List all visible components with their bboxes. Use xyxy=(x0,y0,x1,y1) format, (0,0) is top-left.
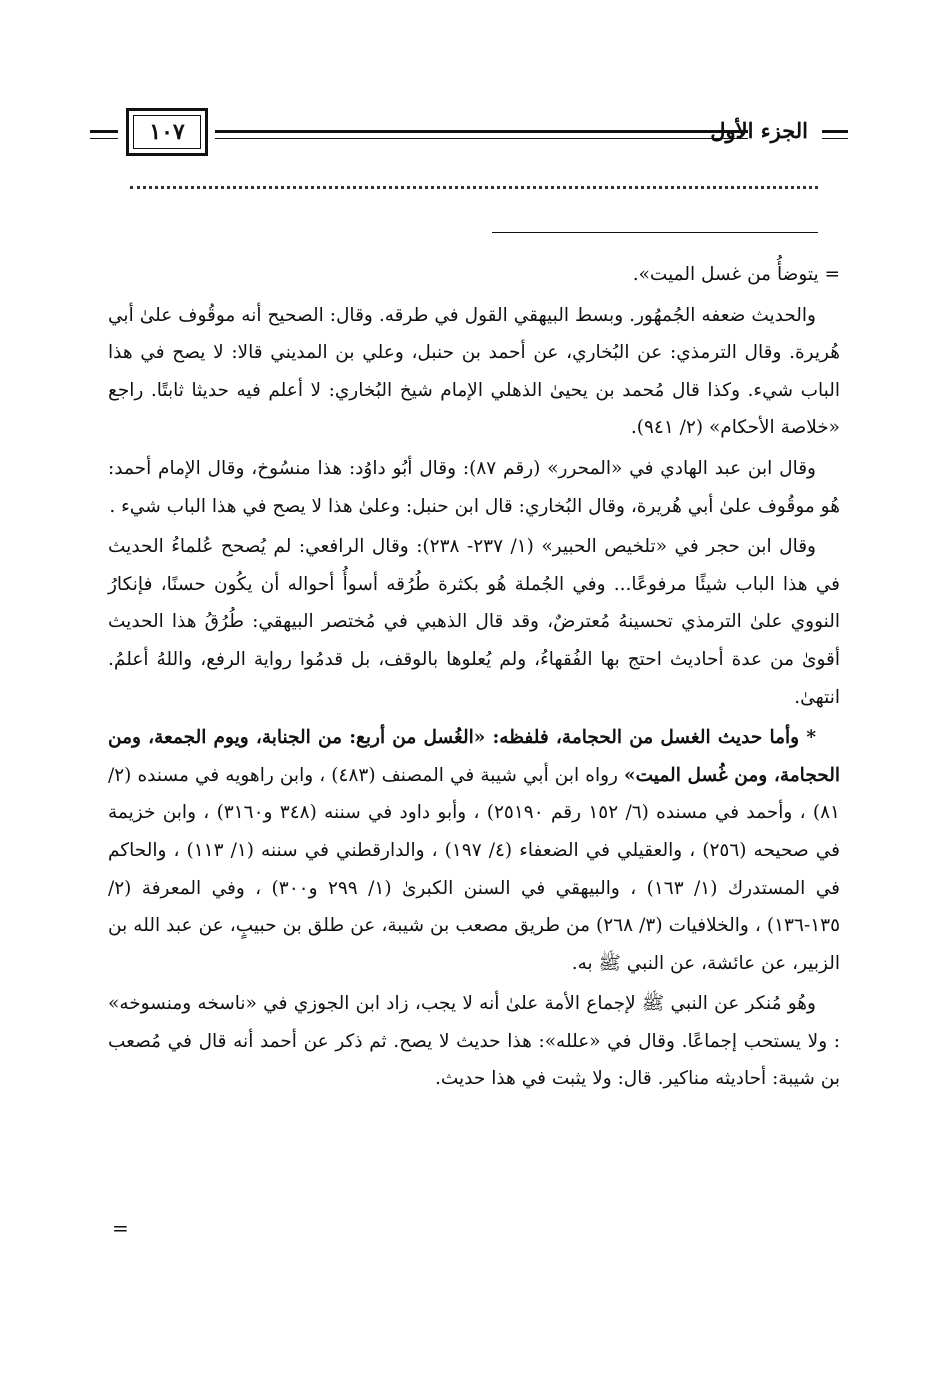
page-header xyxy=(90,108,848,158)
running-title: الجزء الأول xyxy=(710,118,808,143)
continuation-mark: = xyxy=(112,1216,129,1240)
header-rule-left xyxy=(90,130,118,139)
footnote-continuation: = يتوضأُ من غسل الميت». xyxy=(632,264,840,285)
footnote-rule xyxy=(492,232,818,233)
paragraph-3: وقال ابن حجر في «تلخيص الحبير» (١/ ٢٣٧- ٢٣٨): وقال الرافعي: لم يُصحح عُلماءُ الحديث في هذا الباب شيئًا مرفوعًا... وفي الجُملة هُو بكثرة طُرُقه أسوأُ أحواله أن يكُون حسنًا، فإنكارُ النووي علىٰ الترمذي تحسينهُ مُعترضٌ، وقد قال الذهبي في مُختصر البيهقي: طُرُقُ هذا الحديث أقوىٰ من عدة أحاديث احتج بها الفُقهاءُ، ولم يُعلوها بالوقف، بل قدمُوا رواية الرفع، واللهُ أعلمُ. انتهىٰ. xyxy=(108,536,840,708)
page-number: ١٠٧ xyxy=(133,115,201,149)
footnote-body xyxy=(108,256,840,1101)
header-rule-right xyxy=(822,130,848,139)
paragraph-1: والحديث ضعفه الجُمهُور. وبسط البيهقي القول في طرقه. وقال: الصحيح أنه موقُوف علىٰ أبي هُريرة. وقال الترمذي: عن البُخاري، عن أحمد بن حنبل، وعلي بن المديني قالا: لا يصح في هذا الباب شيء. وكذا قال مُحمد بن يحيىٰ الذهلي الإمام شيخ البُخاري: لا أعلم فيه حديثا ثابتًا. راجع «خلاصة الأحكام» (٢/ ٩٤١). xyxy=(108,304,840,439)
paragraph-4 xyxy=(108,719,840,982)
paragraph-2: وقال ابن عبد الهادي في «المحرر» (رقم ٨٧): وقال أبُو داوُد: هذا منسُوخ، وقال الإمام أحمد: هُو موقُوف علىٰ أبي هُريرة، وقال البُخاري: قال ابن حنبل: وعلىٰ هذا لا يصح في هذا الباب شيء . xyxy=(108,457,840,517)
hadith-sources: رواه ابن أبي شيبة في المصنف (٤٨٣) ، وابن راهويه في مسنده (٢/ ٨١) ، وأحمد في مسنده (٦/ ١٥٢ رقم ٢٥١٩٠) ، وأبو داود في سننه (٣٤٨ و٣١٦٠) ، وابن خزيمة في صحيحه (٢٥٦) ، والعقيلي في الضعفاء (٤/ ١٩٧) ، والدارقطني في سننه (١/ ١١٣) ، والحاكم في المستدرك (١/ ١٦٣) ، والبيهقي في السنن الكبرىٰ (١/ ٢٩٩ و٣٠٠) ، وفي المعرفة (٢/ ١٣٥-١٣٦) ، والخلافيات (٣/ ٢٦٨) من طريق مصعب بن شيبة، عن طلق بن حبيبٍ، عن عبد الله بن الزبير، عن عائشة، عن النبي ﷺ به. xyxy=(108,764,841,974)
hadith-text: * وأما حديث الغسل من الحجامة، فلفظه: «الغُسل من أربع: من الجنابة، ويوم الجمعة، ومن الحجامة، ومن غُسل الميت» xyxy=(108,727,840,786)
page-number-frame xyxy=(126,108,208,156)
header-rule-middle xyxy=(215,130,748,139)
dotted-separator xyxy=(130,176,818,189)
paragraph-5: وهُو مُنكر عن النبي ﷺ لإجماع الأمة علىٰ أنه لا يجب، زاد ابن الجوزي في «ناسخه ومنسوخه» : ولا يستحب إجماعًا. وقال في «علله»: هذا حديث لا يصح. ثم ذكر عن أحمد أنه قال في مُصعب بن شيبة: أحاديثه مناكير. قال: ولا يثبت في هذا حديث. xyxy=(108,993,840,1090)
